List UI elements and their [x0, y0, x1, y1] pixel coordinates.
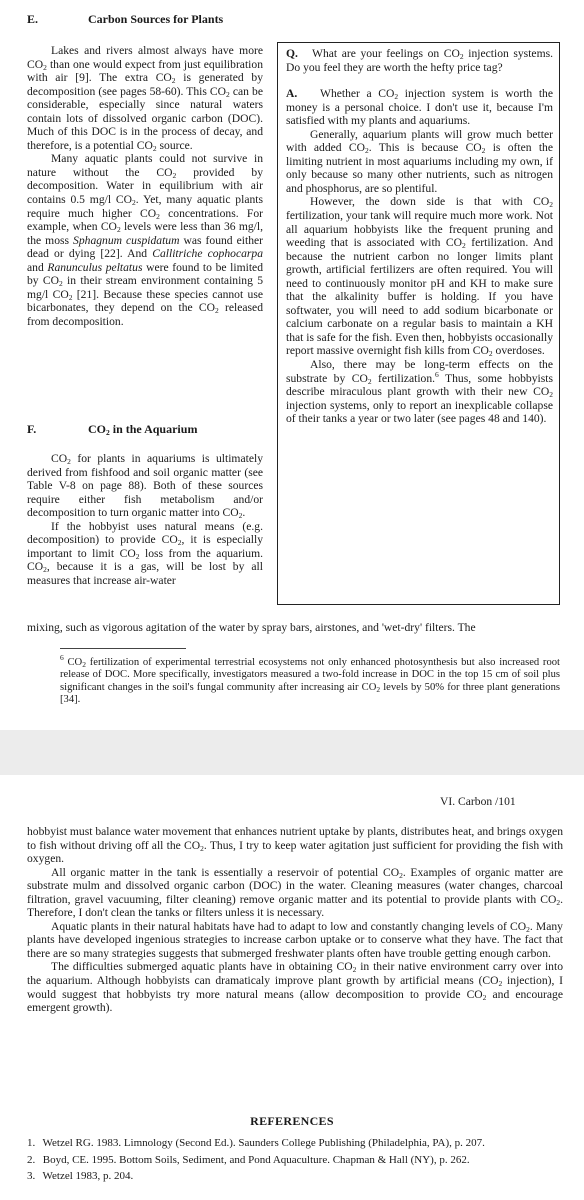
book-page-lower	[0, 775, 584, 1200]
answer-paragraph	[286, 358, 553, 426]
text-run: What are your feelings on CO	[312, 47, 460, 60]
text-run: Generally, aquarium plants will grow much better with added CO	[286, 127, 553, 155]
text-run: 2	[172, 170, 177, 180]
text-run: 2	[59, 279, 63, 289]
text-run: . Yet, many aquatic plants require much higher CO	[27, 193, 263, 220]
reference-item	[27, 1154, 572, 1168]
text-run: .	[242, 506, 246, 520]
text-run: . Thus, I try to keep water agitation just sufficient for providing the fish with oxygen.	[27, 838, 563, 866]
footnote	[60, 653, 560, 707]
text-run: Thus, some hobbyists describe miraculous plant growth with their new CO	[286, 371, 553, 399]
full-width-line: mixing, such as vigorous agitation of the water by spray bars, airstones, and 'wet-dry' filters. The	[27, 621, 476, 634]
text-run: 6	[60, 653, 64, 662]
text-run: 2	[459, 52, 464, 61]
text-run: overdoses.	[492, 344, 545, 358]
text-run: . This is because CO	[368, 141, 482, 155]
text-run: 2	[376, 684, 381, 694]
text-run: 2	[238, 511, 243, 521]
text-run: fertilization, your tank will require much more work. Not all aquarium hobbyists like the frequent pruning and weeding that is associated with CO	[286, 209, 553, 250]
text-run: 2	[177, 538, 182, 548]
text-run: If the hobbyist uses natural means (e.g. decomposition) to provide CO	[27, 519, 263, 547]
text-run: in their stream environment containing 5 mg/l CO	[27, 274, 263, 301]
text-run: concentrations. For example, when CO	[27, 206, 263, 234]
text-run: [21]. Because these species cannot use bicarbonates, they depend on the CO	[27, 287, 263, 315]
text-run: 6	[435, 369, 439, 379]
text-run: in their native environment carry over into the aquarium. Although hobbyists can dramaticaly improve plant growth by artificial means (CO	[27, 960, 563, 988]
text-run: 2	[152, 143, 157, 153]
paragraph	[27, 825, 563, 866]
text-run: and	[27, 260, 48, 274]
reference-number: 1.	[27, 1137, 36, 1149]
text-run: 2	[352, 965, 357, 975]
text-run: . Many plants have developed ingenious strategies to increase carbon uptake or to conserve what they have. The fact that there are so many strategies suggests that submerged freshwater plants often have trouble getting enough carbon.	[27, 919, 563, 960]
section-f-body	[27, 452, 263, 587]
text-run: . Therefore, I don't clean the tanks or filters unless it is necessary.	[27, 892, 563, 920]
text-run: 2	[43, 565, 47, 575]
text-run: . Examples of organic matter are substrate mulm and dissolved organic carbon (DOC) in the water. Cleaning measures (water changes, charcoal filtration, gravel vacuuming, filter cleaning) remove organic matter and its potential to provide plants with CO	[27, 865, 563, 906]
text-run: 2	[367, 376, 372, 386]
text-run: 2	[488, 349, 493, 359]
text-run: 2	[171, 76, 176, 86]
text-run: injection systems, only to report an inexplicable collapse of their tanks a year or two later (see pages 48 and 140).	[286, 398, 553, 426]
text-run: 2	[482, 992, 487, 1002]
question-label: Q.	[286, 47, 298, 60]
text-run: Sphagnum cuspidatum	[73, 233, 180, 247]
reference-text: Wetzel 1983, p. 204.	[40, 1170, 134, 1182]
section-e-heading	[27, 12, 224, 26]
text-run: , it is especially important to limit CO	[27, 533, 263, 560]
reference-item	[27, 1170, 572, 1184]
text-run: 2	[556, 897, 561, 907]
text-run: source.	[156, 138, 193, 152]
text-run: 2	[82, 660, 86, 669]
text-run: 2	[215, 306, 219, 316]
text-run: 2	[399, 870, 403, 880]
text-run: 2	[116, 225, 121, 235]
text-run: 2	[67, 457, 71, 466]
text-run: levels were less than 36 mg/l, the moss	[27, 220, 263, 247]
paragraph	[27, 520, 263, 588]
text-run: Lakes and rivers almost always have more CO	[27, 44, 263, 71]
text-run: 2	[364, 146, 369, 156]
text-run: The difficulties submerged aquatic plants have in obtaining CO	[51, 960, 353, 974]
text-run: 2	[462, 241, 466, 251]
text-run: fertilization.	[371, 371, 436, 385]
answer-label: A.	[286, 87, 298, 101]
references-heading: REFERENCES	[250, 1114, 334, 1128]
text-run: , because it is a gas, will be lost by all measures that increase air-water	[27, 560, 263, 587]
text-run: 2	[200, 843, 204, 853]
text-run: 2	[481, 146, 486, 156]
text-run: However, the down side is that with CO	[310, 195, 550, 209]
text-run: CO	[51, 452, 68, 465]
answer-paragraph	[286, 195, 553, 358]
running-header: VI. Carbon /101	[440, 795, 516, 808]
answer-paragraph	[286, 128, 553, 196]
reference-text: Wetzel RG. 1983. Limnology (Second Ed.). Saunders College Publishing (Philadelphia, PA), p. 207.	[40, 1137, 485, 1149]
footnote-divider	[60, 648, 186, 649]
section-title: $CO_2$ in the Aquarium	[88, 422, 198, 437]
paragraph	[27, 452, 263, 520]
text-run: CO	[63, 657, 83, 668]
text-run: for plants in aquariums is ultimately derived from fishfood and soil organic matter (see Table V-8 on page 88). Both of these sources require either fish metabolism and/or decomposition to turn organic matter into CO	[27, 452, 263, 520]
paragraph	[27, 44, 263, 152]
text-run: than one would expect from just equilibration with air [9]. The extra CO	[27, 57, 263, 85]
question	[286, 47, 553, 74]
text-run: 2	[549, 390, 553, 400]
section-f-heading	[27, 422, 198, 437]
text-run: Many aquatic plants could not survive in nature without the CO	[27, 152, 263, 179]
answer	[286, 87, 553, 128]
qa-sidebar-box	[277, 42, 560, 605]
text-run: and encourage emergent growth).	[27, 987, 563, 1015]
text-run: can be considerable, especially since natural waters contain lots of dissolved organic carbon (DOC). Much of this DOC is in the process of decay, and therefore, is a potential CO	[27, 84, 263, 152]
paragraph	[27, 960, 563, 1014]
text-run: 2	[68, 292, 73, 302]
paragraph	[27, 152, 263, 328]
text-run: fertilization. And because the nutrient carbon no longer limits plant growth, artificial fertilizers are often required. You will need to continuously monitor pH and KH to make sure that the alkalinity buffer is holding. If you have softwater, you will need to add sodium bicarbonate or calcium carbonate on a regular basis to maintain a KH that is safe for the fish. Even then, hobbyists occasionally report massive overnight fish kills from CO	[286, 236, 553, 358]
text-run: Ranunculus peltatus	[47, 260, 143, 274]
text-run: 2	[394, 92, 399, 102]
text-run: fertilization of experimental terrestrial ecosystems not only enhanced photosynthesis but also increased root release of DOC. More specifically, investigators measured a two-fold increase in DOC in the top 15 cm of soil plus significant changes in the soil's fungal community after increasing air CO	[60, 657, 560, 693]
page-body	[27, 825, 563, 1015]
text-run: loss from the aquarium. CO	[27, 546, 263, 574]
section-title: Carbon Sources for Plants	[88, 12, 224, 26]
text-run: 2	[43, 62, 47, 72]
section-e-body	[27, 44, 263, 328]
text-run: 2	[156, 211, 160, 221]
text-run: hobbyist must balance water movement that enhances nutrient uptake by plants, distributes heat, and brings oxygen to fish without driving off all the CO	[27, 825, 563, 852]
reference-number: 3.	[27, 1170, 36, 1182]
section-letter: E.	[27, 12, 39, 26]
text-run: Aquatic plants in their natural habitats have had to adapt to low and constantly changing levels of CO	[51, 919, 527, 933]
text-run: 2	[498, 979, 503, 989]
text-run: levels by 50% for three plant generations [34].	[60, 681, 560, 706]
reference-text: Boyd, CE. 1995. Bottom Soils, Sediment, and Pond Aquaculture. Chapman & Hall (NY), p. 262.	[40, 1153, 470, 1166]
text-run: is often the limiting nutrient in most aquariums including my own, if only because so many other nutrients, such as nitrogen and phosphorus, are so plentiful.	[286, 141, 553, 195]
text-run: All organic matter in the tank is essentially a reservoir of potential CO	[51, 865, 400, 879]
text-run: provided by decomposition. Water in equilibrium with air contains 0.5 mg/l CO	[27, 165, 263, 207]
reference-number: 2.	[27, 1153, 36, 1166]
text-run: was found either dead or dying [22]. And	[27, 233, 264, 261]
text-run: Whether a CO	[320, 87, 395, 101]
text-run: released from decomposition.	[27, 301, 264, 328]
reference-item	[27, 1137, 572, 1151]
text-run: Callitriche cophocarpa	[152, 247, 263, 261]
text-run: 2	[549, 200, 553, 210]
text-run: 2	[132, 198, 136, 208]
references-list	[27, 1137, 572, 1187]
text-run: injection), I would suggest that hobbyists try more natural means (allow decomposition to provide CO	[27, 974, 563, 1001]
text-run: were found to be limited by CO	[27, 260, 264, 288]
text-run: injection systems. Do you feel they are worth the hefty price tag?	[286, 47, 553, 74]
text-run: 2	[135, 551, 140, 561]
text-run: Also, there may be long-term effects on the substrate by CO	[286, 358, 553, 385]
section-letter: F.	[27, 422, 37, 436]
paragraph	[27, 920, 563, 961]
text-run: injection system is worth the money is a personal choice. I don't use it, because I'm satisfied with my plants and aquariums.	[286, 87, 553, 128]
footnote-text	[60, 653, 560, 707]
paragraph	[27, 866, 563, 920]
text-run: 2	[226, 89, 230, 99]
text-run: is generated by decomposition (see pages 58-60). This CO	[27, 71, 263, 98]
text-run: 2	[526, 924, 530, 934]
